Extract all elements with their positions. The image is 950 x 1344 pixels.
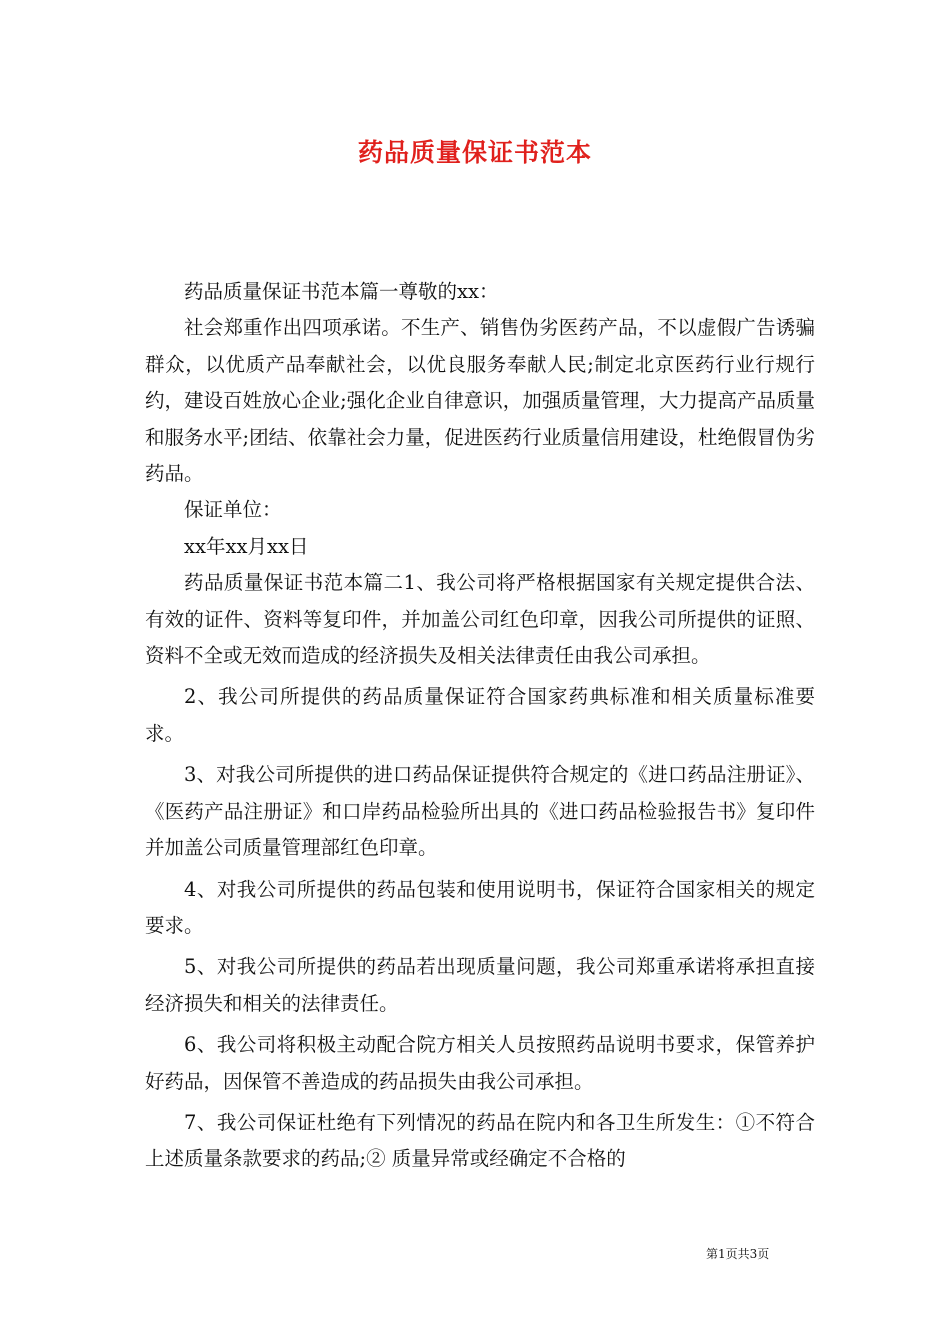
paragraph-item-2: 2、我公司所提供的药品质量保证符合国家药典标准和相关质量标准要求。 [145,685,815,745]
paragraph-item-4: 4、对我公司所提供的药品包装和使用说明书，保证符合国家相关的规定要求。 [145,877,815,937]
paragraph-greeting: 药品质量保证书范本篇一尊敬的xx： [184,280,499,303]
paragraph-item-7: 7、我公司保证杜绝有下列情况的药品在院内和各卫生所发生：①不符合上述质量条款要求的药品;② 质量异常或经确定不合格的 [145,1110,815,1171]
page-number: 第1页共3页 [706,1247,770,1261]
paragraph-item-3: 3、对我公司所提供的进口药品保证提供符合规定的《进口药品注册证》、《医药产品注册证》和口岸药品检验所出具的《进口药品检验报告书》复印件并加盖公司质量管理部红色印章。 [145,763,815,860]
paragraph-item-5: 5、对我公司所提供的药品若出现质量问题，我公司郑重承诺将承担直接经济损失和相关的法律责任。 [145,955,815,1015]
document-body [145,274,815,1178]
paragraph-date: xx年xx月xx日 [184,534,309,558]
document-title: 药品质量保证书范本 [357,138,592,167]
paragraph-item-6: 6、我公司将积极主动配合院方相关人员按照药品说明书要求，保管养护好药品，因保管不善造成的药品损失由我公司承担。 [145,1033,815,1093]
paragraph-item-1: 药品质量保证书范本篇二1、我公司将严格根据国家有关规定提供合法、有效的证件、资料等复印件，并加盖公司红色印章，因我公司所提供的证照、资料不全或无效而造成的经济损失及相关法律责任由我公司承担。 [145,571,815,668]
paragraph-guarantor: 保证单位： [184,498,282,522]
paragraph-commitments: 社会郑重作出四项承诺。不生产、销售伪劣医药产品，不以虚假广告诱骗群众，以优质产品奉献社会，以优良服务奉献人民;制定北京医药行业行规行约，建设百姓放心企业;强化企业自律意识，加强质量管理，大力提高产品质量和服务水平;团结、依靠社会力量，促进医药行业质量信用建设，杜绝假冒伪劣药品。 [145,316,815,486]
